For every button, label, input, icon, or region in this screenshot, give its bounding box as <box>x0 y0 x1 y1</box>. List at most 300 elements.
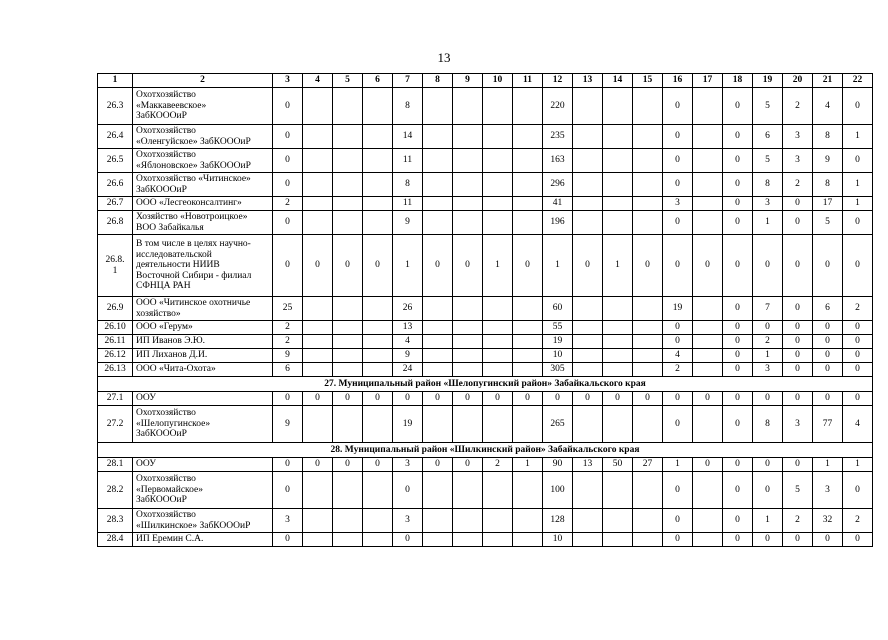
value-cell <box>483 125 513 149</box>
value-cell: 0 <box>843 235 873 297</box>
value-cell: 0 <box>843 533 873 547</box>
row-name: ООО «Чита-Охота» <box>133 363 273 377</box>
value-cell <box>333 349 363 363</box>
table-row <box>98 235 873 297</box>
value-cell: 0 <box>693 235 723 297</box>
value-cell: 0 <box>663 235 693 297</box>
value-cell <box>453 297 483 321</box>
value-cell <box>693 125 723 149</box>
value-cell <box>633 88 663 125</box>
value-cell <box>363 88 393 125</box>
value-cell: 0 <box>843 392 873 406</box>
value-cell <box>633 321 663 335</box>
value-cell: 0 <box>663 321 693 335</box>
header-cell: 1 <box>98 74 133 88</box>
value-cell <box>573 321 603 335</box>
value-cell: 163 <box>543 149 573 173</box>
value-cell <box>603 509 633 533</box>
row-name: Охотхозяйство «Читинское» ЗабКОООиР <box>133 173 273 197</box>
row-name: Охотхозяйство «Яблоновское» ЗабКОООиР <box>133 149 273 173</box>
value-cell <box>693 349 723 363</box>
value-cell: 2 <box>843 297 873 321</box>
value-cell: 0 <box>453 458 483 472</box>
header-cell: 4 <box>303 74 333 88</box>
value-cell <box>483 363 513 377</box>
value-cell: 0 <box>363 458 393 472</box>
value-cell <box>453 533 483 547</box>
value-cell: 1 <box>543 235 573 297</box>
value-cell <box>693 197 723 211</box>
value-cell: 3 <box>393 509 423 533</box>
row-id: 28.1 <box>98 458 133 472</box>
value-cell: 17 <box>813 197 843 211</box>
value-cell: 3 <box>783 149 813 173</box>
value-cell <box>333 88 363 125</box>
value-cell <box>363 125 393 149</box>
header-cell: 11 <box>513 74 543 88</box>
value-cell: 0 <box>813 392 843 406</box>
value-cell: 1 <box>603 235 633 297</box>
value-cell: 25 <box>273 297 303 321</box>
value-cell <box>453 173 483 197</box>
value-cell <box>333 406 363 443</box>
value-cell: 0 <box>303 392 333 406</box>
value-cell <box>423 197 453 211</box>
row-name: ООУ <box>133 392 273 406</box>
value-cell: 5 <box>783 472 813 509</box>
value-cell <box>363 509 393 533</box>
value-cell: 0 <box>753 235 783 297</box>
value-cell <box>423 509 453 533</box>
value-cell: 0 <box>663 149 693 173</box>
value-cell: 3 <box>753 197 783 211</box>
value-cell: 1 <box>753 211 783 235</box>
value-cell <box>333 173 363 197</box>
value-cell: 1 <box>753 509 783 533</box>
value-cell: 0 <box>843 211 873 235</box>
value-cell <box>483 88 513 125</box>
value-cell: 1 <box>513 458 543 472</box>
value-cell <box>303 509 333 533</box>
row-name: ООУ <box>133 458 273 472</box>
value-cell: 0 <box>723 406 753 443</box>
value-cell: 0 <box>843 349 873 363</box>
value-cell: 0 <box>753 321 783 335</box>
value-cell: 0 <box>753 392 783 406</box>
header-cell: 20 <box>783 74 813 88</box>
value-cell <box>513 149 543 173</box>
value-cell: 5 <box>813 211 843 235</box>
value-cell: 0 <box>693 458 723 472</box>
value-cell <box>453 509 483 533</box>
value-cell <box>513 406 543 443</box>
value-cell: 0 <box>753 458 783 472</box>
header-cell: 10 <box>483 74 513 88</box>
value-cell: 0 <box>723 149 753 173</box>
value-cell <box>303 321 333 335</box>
value-cell: 1 <box>843 125 873 149</box>
value-cell <box>483 173 513 197</box>
value-cell: 1 <box>843 458 873 472</box>
value-cell <box>573 472 603 509</box>
row-name: Охотхозяйство «Оленгуйское» ЗабКОООиР <box>133 125 273 149</box>
value-cell: 9 <box>813 149 843 173</box>
value-cell: 0 <box>843 149 873 173</box>
row-id: 28.2 <box>98 472 133 509</box>
value-cell: 0 <box>333 392 363 406</box>
value-cell: 0 <box>273 235 303 297</box>
value-cell <box>513 211 543 235</box>
value-cell: 0 <box>783 297 813 321</box>
value-cell: 305 <box>543 363 573 377</box>
value-cell: 0 <box>723 363 753 377</box>
value-cell: 265 <box>543 406 573 443</box>
value-cell <box>633 125 663 149</box>
value-cell <box>423 321 453 335</box>
value-cell <box>603 125 633 149</box>
value-cell <box>303 197 333 211</box>
row-id: 26.7 <box>98 197 133 211</box>
value-cell: 8 <box>393 88 423 125</box>
value-cell: 0 <box>273 149 303 173</box>
value-cell <box>693 509 723 533</box>
value-cell <box>363 211 393 235</box>
value-cell: 1 <box>843 197 873 211</box>
value-cell: 19 <box>663 297 693 321</box>
value-cell <box>603 211 633 235</box>
value-cell: 4 <box>393 335 423 349</box>
table-row <box>98 509 873 533</box>
row-name: ИП Лиханов Д.И. <box>133 349 273 363</box>
table-row <box>98 392 873 406</box>
header-cell: 5 <box>333 74 363 88</box>
value-cell <box>453 149 483 173</box>
data-table <box>97 73 873 547</box>
row-name: Охотхозяйство «Первомайское» ЗабКОООиР <box>133 472 273 509</box>
value-cell: 2 <box>783 509 813 533</box>
value-cell <box>363 363 393 377</box>
value-cell: 0 <box>333 235 363 297</box>
value-cell: 0 <box>783 363 813 377</box>
value-cell: 0 <box>273 125 303 149</box>
value-cell: 1 <box>843 173 873 197</box>
table-row <box>98 88 873 125</box>
value-cell <box>693 173 723 197</box>
value-cell <box>453 472 483 509</box>
value-cell <box>633 297 663 321</box>
header-cell: 22 <box>843 74 873 88</box>
value-cell: 0 <box>363 235 393 297</box>
value-cell: 1 <box>483 235 513 297</box>
header-cell: 3 <box>273 74 303 88</box>
value-cell: 8 <box>753 173 783 197</box>
value-cell: 77 <box>813 406 843 443</box>
value-cell: 0 <box>663 125 693 149</box>
value-cell: 5 <box>753 149 783 173</box>
section-title: 27. Муниципальный район «Шелопугинский район» Забайкальского края <box>98 377 873 392</box>
value-cell <box>363 472 393 509</box>
value-cell <box>423 125 453 149</box>
value-cell: 0 <box>273 458 303 472</box>
value-cell: 2 <box>273 321 303 335</box>
header-cell: 12 <box>543 74 573 88</box>
value-cell: 0 <box>813 235 843 297</box>
value-cell <box>333 297 363 321</box>
value-cell <box>453 363 483 377</box>
value-cell <box>453 406 483 443</box>
value-cell <box>483 149 513 173</box>
row-id: 26.9 <box>98 297 133 321</box>
value-cell <box>303 149 333 173</box>
value-cell <box>603 88 633 125</box>
value-cell: 2 <box>273 335 303 349</box>
value-cell: 2 <box>483 458 513 472</box>
value-cell <box>333 321 363 335</box>
header-cell: 16 <box>663 74 693 88</box>
value-cell <box>603 406 633 443</box>
value-cell: 4 <box>813 88 843 125</box>
value-cell: 3 <box>393 458 423 472</box>
value-cell <box>603 533 633 547</box>
value-cell: 0 <box>633 235 663 297</box>
value-cell <box>333 149 363 173</box>
value-cell: 0 <box>663 211 693 235</box>
value-cell <box>423 149 453 173</box>
value-cell <box>483 349 513 363</box>
value-cell: 2 <box>663 363 693 377</box>
value-cell: 0 <box>273 472 303 509</box>
value-cell: 0 <box>723 173 753 197</box>
value-cell <box>423 211 453 235</box>
value-cell <box>453 88 483 125</box>
value-cell: 8 <box>813 125 843 149</box>
value-cell: 0 <box>273 88 303 125</box>
value-cell <box>303 173 333 197</box>
value-cell: 0 <box>783 335 813 349</box>
value-cell <box>693 211 723 235</box>
value-cell: 11 <box>393 197 423 211</box>
value-cell <box>423 335 453 349</box>
value-cell: 0 <box>453 392 483 406</box>
value-cell <box>303 363 333 377</box>
row-name: Охотхозяйство «Шелопугинское» ЗабКОООиР <box>133 406 273 443</box>
value-cell <box>603 349 633 363</box>
value-cell: 0 <box>663 88 693 125</box>
value-cell: 0 <box>783 392 813 406</box>
value-cell: 0 <box>663 533 693 547</box>
value-cell <box>423 349 453 363</box>
value-cell: 4 <box>843 406 873 443</box>
value-cell: 0 <box>813 349 843 363</box>
value-cell <box>603 149 633 173</box>
value-cell: 0 <box>723 235 753 297</box>
value-cell <box>453 349 483 363</box>
value-cell: 0 <box>423 392 453 406</box>
value-cell: 128 <box>543 509 573 533</box>
value-cell <box>633 509 663 533</box>
row-id: 27.1 <box>98 392 133 406</box>
value-cell <box>513 88 543 125</box>
value-cell <box>483 509 513 533</box>
value-cell: 0 <box>723 297 753 321</box>
row-name: ООО «Герум» <box>133 321 273 335</box>
value-cell <box>633 533 663 547</box>
value-cell <box>423 363 453 377</box>
value-cell: 9 <box>393 349 423 363</box>
row-id: 26.4 <box>98 125 133 149</box>
value-cell: 0 <box>843 335 873 349</box>
value-cell <box>363 197 393 211</box>
value-cell: 32 <box>813 509 843 533</box>
value-cell <box>603 321 633 335</box>
value-cell: 0 <box>423 458 453 472</box>
value-cell: 8 <box>753 406 783 443</box>
value-cell: 0 <box>303 458 333 472</box>
row-name: Охотхозяйство «Шилкинское» ЗабКОООиР <box>133 509 273 533</box>
value-cell: 9 <box>273 406 303 443</box>
value-cell: 24 <box>393 363 423 377</box>
table-row <box>98 406 873 443</box>
value-cell: 0 <box>663 509 693 533</box>
value-cell: 26 <box>393 297 423 321</box>
value-cell: 2 <box>753 335 783 349</box>
value-cell: 100 <box>543 472 573 509</box>
value-cell: 3 <box>813 472 843 509</box>
value-cell <box>513 363 543 377</box>
value-cell: 0 <box>273 211 303 235</box>
value-cell <box>693 149 723 173</box>
value-cell <box>603 335 633 349</box>
value-cell <box>303 406 333 443</box>
value-cell <box>693 335 723 349</box>
table-row <box>98 533 873 547</box>
row-id: 26.12 <box>98 349 133 363</box>
value-cell <box>633 197 663 211</box>
value-cell: 27 <box>633 458 663 472</box>
value-cell <box>363 321 393 335</box>
value-cell: 0 <box>513 235 543 297</box>
value-cell <box>693 297 723 321</box>
value-cell <box>603 297 633 321</box>
value-cell: 60 <box>543 297 573 321</box>
value-cell <box>423 88 453 125</box>
value-cell <box>303 88 333 125</box>
header-cell: 18 <box>723 74 753 88</box>
value-cell <box>333 472 363 509</box>
value-cell: 6 <box>273 363 303 377</box>
value-cell: 0 <box>453 235 483 297</box>
value-cell: 0 <box>273 533 303 547</box>
value-cell <box>423 533 453 547</box>
value-cell: 14 <box>393 125 423 149</box>
row-name: ООО «Читинское охотничье хозяйство» <box>133 297 273 321</box>
value-cell: 0 <box>723 509 753 533</box>
value-cell: 6 <box>753 125 783 149</box>
value-cell: 0 <box>393 472 423 509</box>
header-cell: 17 <box>693 74 723 88</box>
value-cell: 50 <box>603 458 633 472</box>
value-cell: 3 <box>783 406 813 443</box>
value-cell <box>573 297 603 321</box>
table-row <box>98 211 873 235</box>
header-cell: 21 <box>813 74 843 88</box>
value-cell: 0 <box>483 392 513 406</box>
value-cell <box>333 509 363 533</box>
value-cell: 0 <box>513 392 543 406</box>
value-cell: 9 <box>273 349 303 363</box>
value-cell: 0 <box>723 197 753 211</box>
table-row <box>98 458 873 472</box>
value-cell: 13 <box>573 458 603 472</box>
value-cell <box>633 335 663 349</box>
row-id: 26.5 <box>98 149 133 173</box>
value-cell: 0 <box>663 406 693 443</box>
value-cell: 10 <box>543 349 573 363</box>
value-cell: 0 <box>783 235 813 297</box>
table-row <box>98 173 873 197</box>
value-cell <box>633 472 663 509</box>
value-cell: 0 <box>843 363 873 377</box>
value-cell: 0 <box>723 472 753 509</box>
value-cell: 0 <box>663 335 693 349</box>
value-cell <box>363 297 393 321</box>
row-name: ООО «Лесгеоконсалтинг» <box>133 197 273 211</box>
value-cell: 0 <box>723 211 753 235</box>
table-row <box>98 349 873 363</box>
value-cell <box>363 533 393 547</box>
row-id: 26.8. 1 <box>98 235 133 297</box>
row-id: 27.2 <box>98 406 133 443</box>
row-name: Хозяйство «Новотроицкое» ВОО Забайкалья <box>133 211 273 235</box>
value-cell: 19 <box>393 406 423 443</box>
value-cell <box>453 197 483 211</box>
value-cell: 2 <box>783 173 813 197</box>
value-cell <box>573 406 603 443</box>
value-cell: 55 <box>543 321 573 335</box>
value-cell: 0 <box>663 392 693 406</box>
row-id: 28.3 <box>98 509 133 533</box>
value-cell <box>513 335 543 349</box>
value-cell: 0 <box>393 392 423 406</box>
value-cell: 0 <box>783 533 813 547</box>
value-cell <box>513 509 543 533</box>
value-cell <box>483 335 513 349</box>
header-cell: 9 <box>453 74 483 88</box>
value-cell <box>633 349 663 363</box>
row-id: 28.4 <box>98 533 133 547</box>
row-name: ИП Еремин С.А. <box>133 533 273 547</box>
value-cell: 0 <box>573 235 603 297</box>
section-title: 28. Муниципальный район «Шилкинский район» Забайкальского края <box>98 443 873 458</box>
value-cell: 0 <box>723 321 753 335</box>
page-number: 13 <box>437 50 451 65</box>
value-cell <box>693 321 723 335</box>
value-cell <box>483 533 513 547</box>
value-cell <box>483 472 513 509</box>
value-cell: 0 <box>663 173 693 197</box>
row-name: В том числе в целях научно- исследовательской деятельности НИИВ Восточной Сибири - филиал СФНЦА РАН <box>133 235 273 297</box>
value-cell <box>453 335 483 349</box>
value-cell <box>513 349 543 363</box>
value-cell: 0 <box>723 392 753 406</box>
value-cell <box>333 363 363 377</box>
value-cell: 296 <box>543 173 573 197</box>
value-cell <box>303 533 333 547</box>
value-cell <box>423 472 453 509</box>
value-cell <box>573 197 603 211</box>
value-cell: 0 <box>543 392 573 406</box>
value-cell <box>513 173 543 197</box>
